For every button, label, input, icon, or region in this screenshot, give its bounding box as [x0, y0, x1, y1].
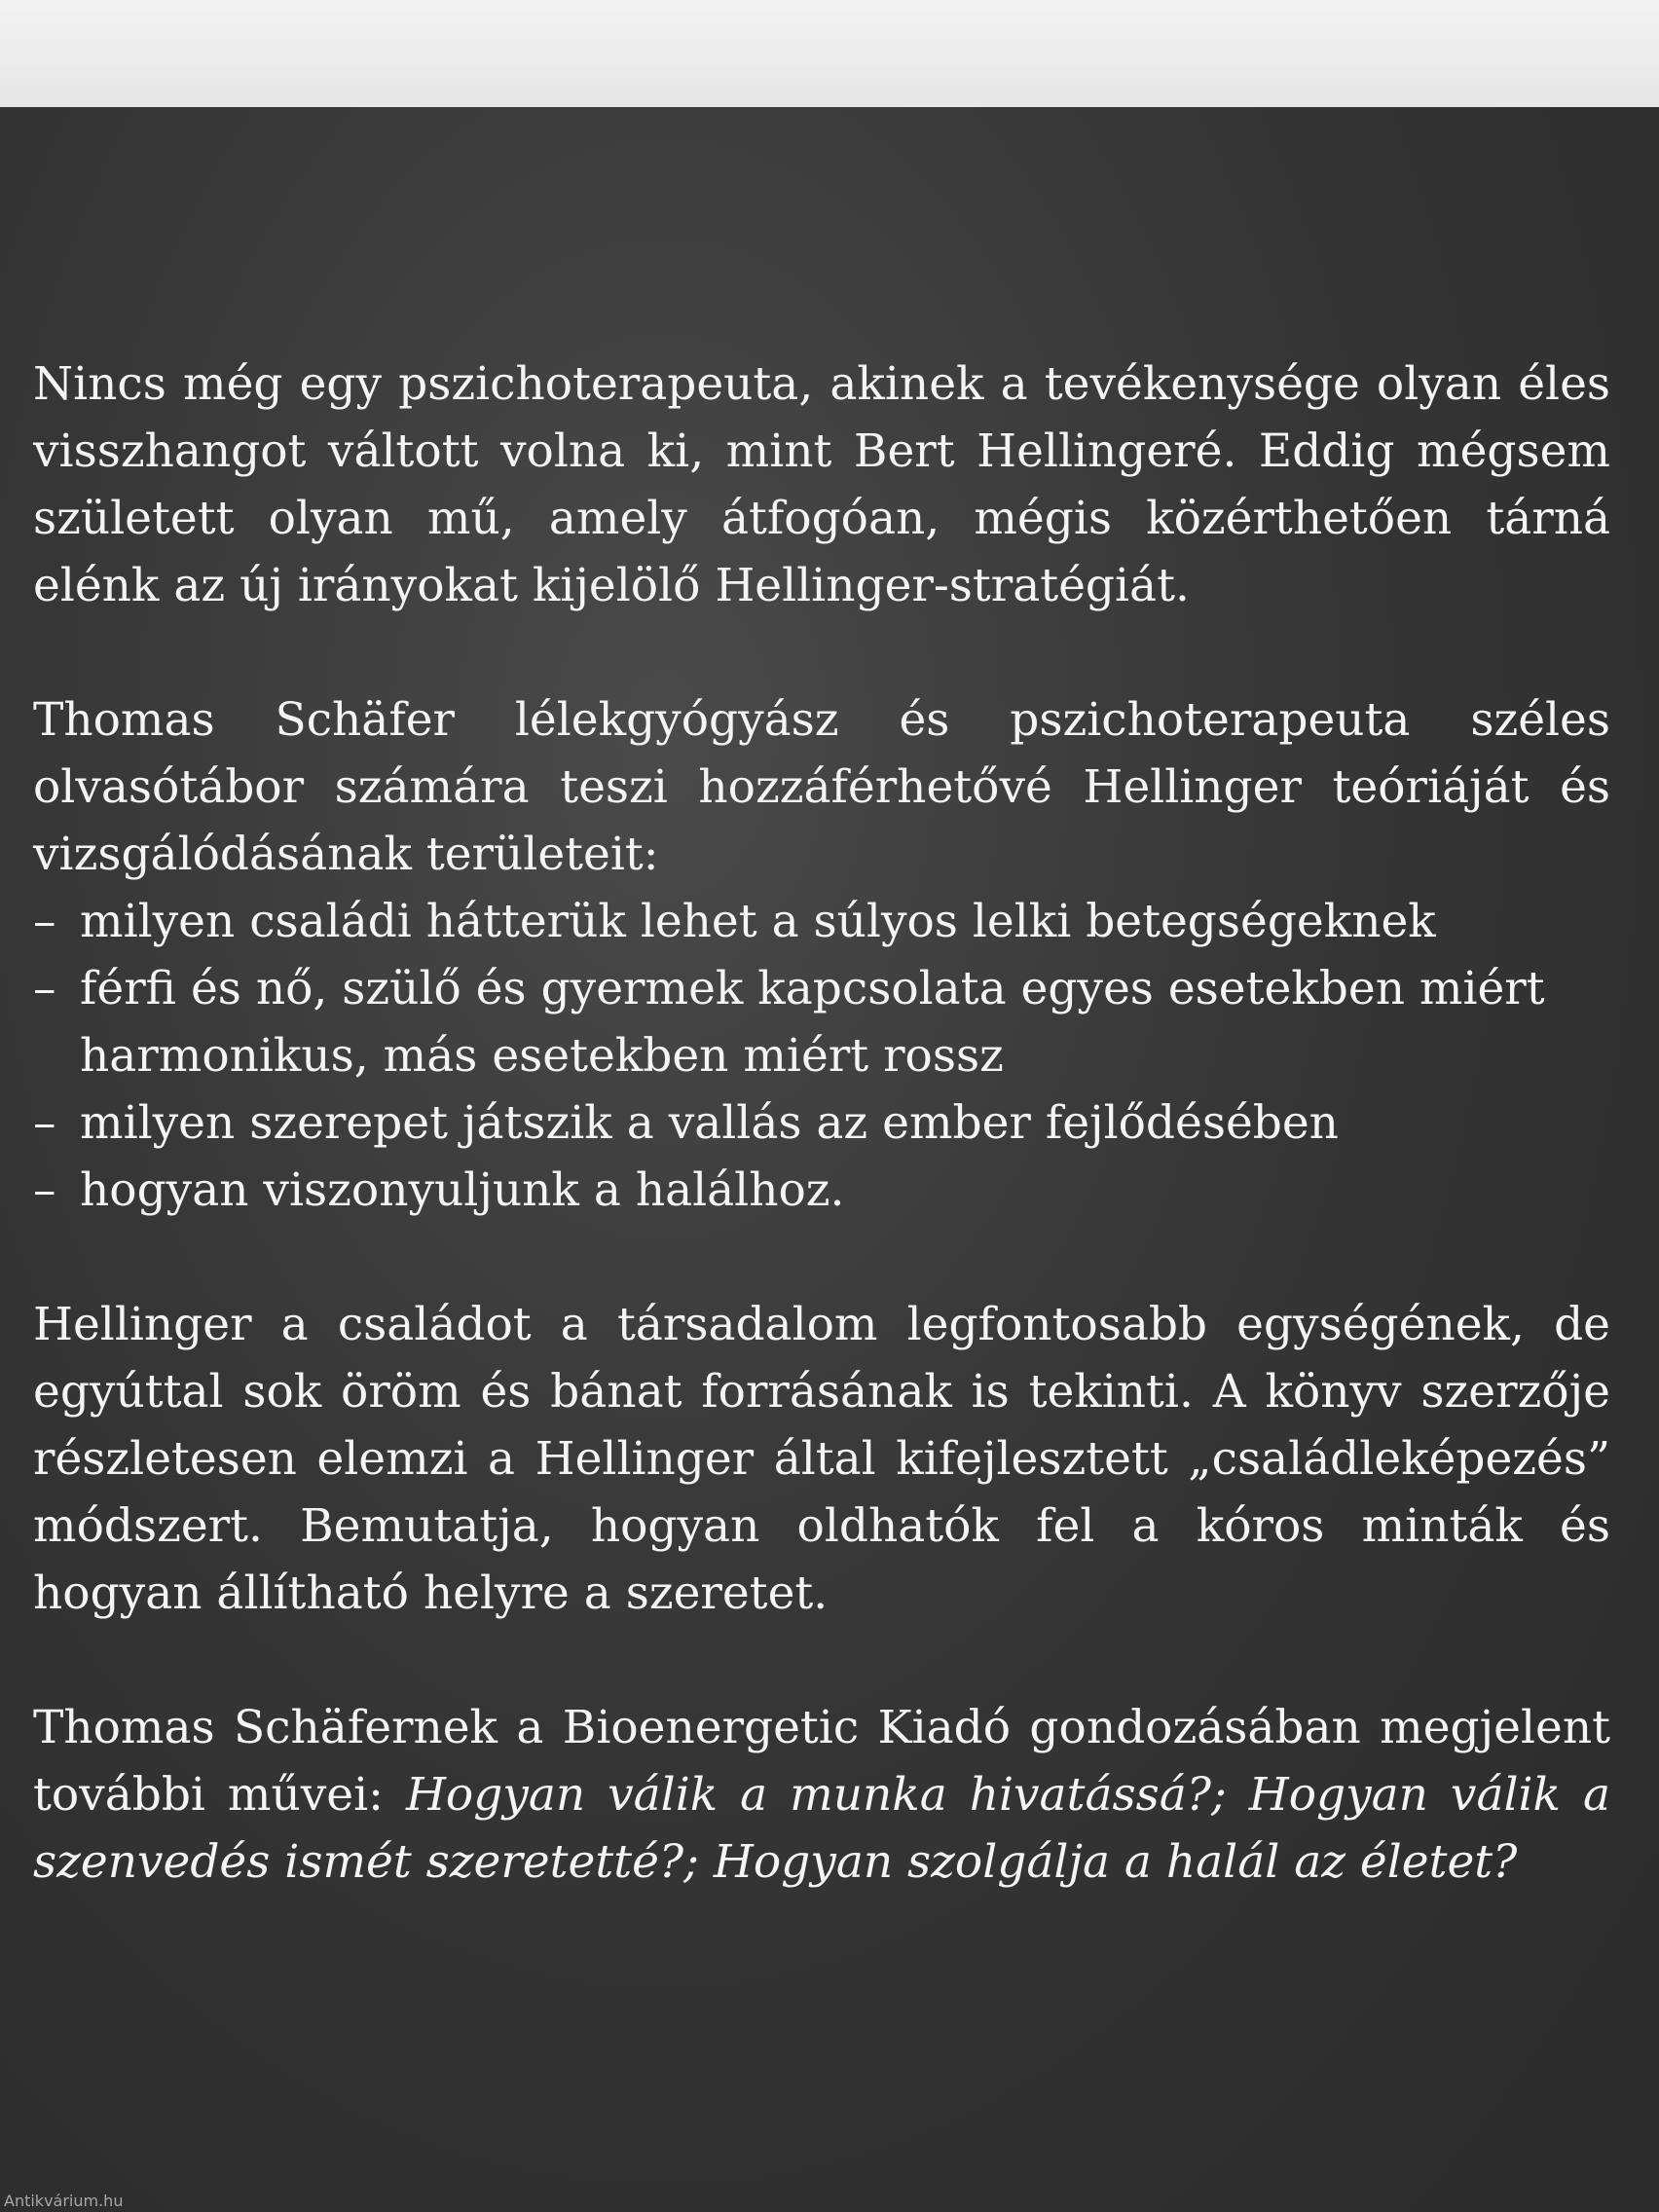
list-item: [33, 1089, 1610, 1157]
list-item-text: hogyan viszonyuljunk a halálhoz.: [80, 1163, 845, 1217]
list-item: [33, 1157, 1610, 1224]
dash-icon: –: [33, 895, 56, 948]
dash-icon: –: [33, 962, 56, 1015]
blurb-text: [33, 350, 1610, 1896]
watermark: Antikvárium.hu: [4, 2192, 124, 2210]
other-works-intro: Thomas Schäfernek a Bioenergetic Kiadó gondozásában megjelent további művei:: [33, 1701, 1610, 1822]
page-top-strip: [0, 0, 1659, 109]
list-item-text: milyen családi hátterük lehet a súlyos lelki betegségeknek: [80, 895, 1436, 948]
paragraph-gap: [33, 619, 1610, 686]
list-item: [33, 955, 1610, 1089]
paragraph-method: Hellinger a családot a társadalom legfontosabb egységének, de egyúttal sok öröm és bánat forrásának is tekinti. A könyv szerzője részletesen elemzi a Hellinger által kifejlesztett „családleképezés” módszert. Bemutatja, hogyan oldhatók fel a kóros minták és hogyan állítható helyre a szeretet.: [33, 1298, 1610, 1620]
paragraph-other-works: [33, 1694, 1610, 1896]
paragraph-intro: Nincs még egy pszichoterapeuta, akinek a tevékenysége olyan éles visszhangot váltott volna ki, mint Bert Hellingeré. Eddig mégsem született olyan mű, amely átfogóan, mégis közérthetően tárná elénk az új irányokat kijelölő Hellinger-stratégiát.: [33, 357, 1610, 612]
paragraph-gap: [33, 1627, 1610, 1694]
list-item-text: milyen szerepet játszik a vallás az ember fejlődésében: [80, 1096, 1339, 1150]
other-works-titles: Hogyan válik a munka hivatássá?; Hogyan válik a szenvedés ismét szeretetté?; Hogyan szolgálja a halál az életet?: [33, 1768, 1610, 1889]
paragraph-author: Thomas Schäfer lélekgyógyász és pszichoterapeuta széles olvasótábor számára teszi hozzáférhetővé Hellinger teóriáját és vizsgálódásának területeit:: [33, 693, 1610, 881]
list-item-text: férfi és nő, szülő és gyermek kapcsolata egyes esetekben miért harmonikus, más esetekben miért rossz: [80, 962, 1545, 1083]
dash-icon: –: [33, 1096, 56, 1150]
list-item: [33, 888, 1610, 955]
paragraph-gap: [33, 1224, 1610, 1291]
dash-icon: –: [33, 1163, 56, 1217]
